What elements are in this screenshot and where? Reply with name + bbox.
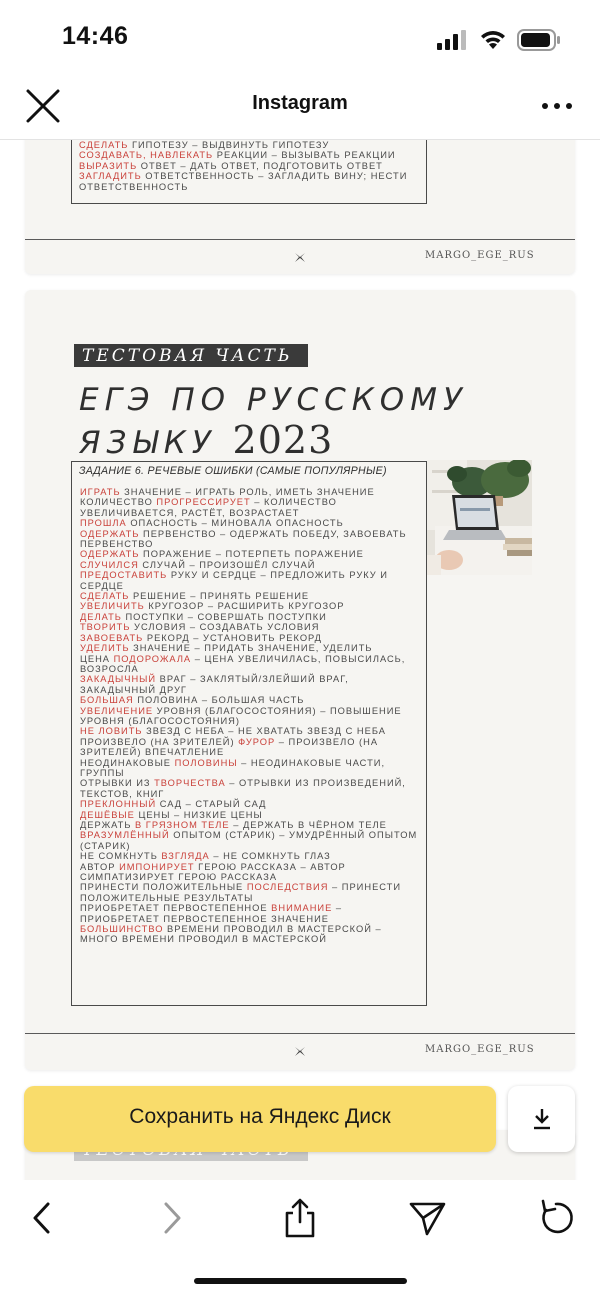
text-line <box>80 487 420 497</box>
line-text: РЕКОРД – УСТАНОВИТЬ РЕКОРД <box>143 632 322 643</box>
home-indicator <box>194 1278 407 1284</box>
text-line <box>79 161 419 171</box>
highlighted-word: ВРАЗУМЛЁННЫЙ <box>80 830 170 841</box>
wifi-icon <box>478 27 508 51</box>
star-icon <box>294 251 306 263</box>
line-text: – НЕ СОМКНУТЬ ГЛАЗ <box>209 851 331 862</box>
line-text: ЗВЕЗД С НЕБА – НЕ ХВАТАТЬ ЗВЕЗД С НЕБА <box>142 726 386 737</box>
line-text: УРОВНЯ (БЛАГОСОСТОЯНИЯ) – ПОВЫШЕНИЕ УРОВНЯ (БЛАГОСОСТОЯНИЯ) <box>80 705 402 726</box>
highlighted-word: ПОСЛЕДСТВИЯ <box>246 882 329 893</box>
post-title-line2 <box>79 418 333 462</box>
text-line <box>80 695 420 705</box>
highlighted-word: ЗАГЛАДИТЬ <box>79 171 142 182</box>
line-text: НЕ СОМКНУТЬ <box>80 851 162 862</box>
content-area[interactable] <box>0 140 600 1180</box>
highlighted-word: НЕ ЛОВИТЬ <box>80 726 143 737</box>
browser-toolbar <box>0 1180 600 1297</box>
text-line <box>80 518 420 528</box>
text-line <box>80 633 420 643</box>
highlighted-word: ПОДОРОЖАЛА <box>113 653 192 664</box>
line-text: КОЛИЧЕСТВО <box>80 497 157 508</box>
line-text: ГЕРОЮ РАССКАЗА – АВТОР СИМПАТИЗИРУЕТ ГЕРОЮ РАССКАЗА <box>80 861 346 883</box>
line-text: АВТОР <box>80 861 120 872</box>
highlighted-word: ПРЕДОСТАВИТЬ <box>80 570 168 581</box>
download-button[interactable] <box>508 1086 575 1152</box>
text-line <box>80 591 420 601</box>
text-line <box>80 643 420 653</box>
line-text: ВРАГ – ЗАКЛЯТЫЙ/ЗЛЕЙШИЙ ВРАГ, ЗАКАДЫЧНЫЙ ДРУГ <box>80 674 349 695</box>
text-line <box>80 706 420 727</box>
section-label <box>74 344 308 367</box>
highlighted-word: ТВОРИТЬ <box>80 622 131 633</box>
text-line <box>80 622 420 632</box>
line-text: – КОЛИЧЕСТВО УВЕЛИЧИВАЕТСЯ, РАСТЁТ, ВОЗРАСТАЕТ <box>80 497 337 518</box>
line-text: ПОСТУПКИ – СОВЕРШАТЬ ПОСТУПКИ <box>121 611 327 622</box>
highlighted-word: СЛУЧИЛСЯ <box>80 559 139 570</box>
line-text: – ПРИОБРЕТАЕТ ПЕРВОСТЕПЕННОЕ ЗНАЧЕНИЕ <box>80 903 343 924</box>
line-text: ОТВЕТ – ДАТЬ ОТВЕТ, ПОДГОТОВИТЬ ОТВЕТ <box>137 160 383 171</box>
text-line <box>80 570 420 591</box>
post-title-line2-text: ЯЗЫКУ <box>79 425 217 461</box>
line-text: ВРЕМЕНИ ПРОВОДИЛ В МАСТЕРСКОЙ – МНОГО ВРЕМЕНИ ПРОВОДИЛ В МАСТЕРСКОЙ <box>80 924 382 945</box>
text-line <box>80 778 420 799</box>
line-text: ПОЛОВИНА – БОЛЬШАЯ ЧАСТЬ <box>133 695 305 706</box>
text-line <box>80 549 420 559</box>
post-text-lines <box>79 140 419 192</box>
page-title: Instagram <box>252 92 348 114</box>
laptop-plants-photo <box>427 460 532 575</box>
highlighted-word: СОЗДАВАТЬ, НАВЛЕКАТЬ <box>79 150 214 161</box>
highlighted-word: ТВОРЧЕСТВА <box>154 778 226 789</box>
share-icon[interactable] <box>278 1196 322 1240</box>
text-line <box>80 903 420 924</box>
cellular-signal-icon <box>437 30 467 50</box>
text-line <box>80 654 420 675</box>
text-line <box>80 830 420 851</box>
text-line <box>79 140 419 150</box>
battery-icon <box>517 29 561 51</box>
highlighted-word: ПРОШЛА <box>80 518 127 529</box>
post-title-line1: ЕГЭ ПО РУССКОМУ <box>79 382 468 418</box>
post-card-previous <box>25 140 575 274</box>
line-text: ОПЫТОМ (СТАРИК) – УМУДРЁННЫЙ ОПЫТОМ (СТАРИК) <box>80 830 418 851</box>
line-text: ЦЕНЫ – НИЗКИЕ ЦЕНЫ <box>134 809 263 820</box>
line-text: РЕШЕНИЕ – ПРИНЯТЬ РЕШЕНИЕ <box>129 591 310 602</box>
text-line <box>80 810 420 820</box>
text-line <box>80 799 420 809</box>
line-text: ГИПОТЕЗУ – ВЫДВИНУТЬ ГИПОТЕЗУ <box>128 140 330 150</box>
highlighted-word: ИГРАТЬ <box>80 487 121 497</box>
star-icon <box>294 1045 306 1057</box>
line-text: – ПРИНЕСТИ ПОЛОЖИТЕЛЬНЫЕ РЕЗУЛЬТАТЫ <box>80 882 402 903</box>
footer-divider <box>25 1033 575 1034</box>
highlighted-word: ПОЛОВИНЫ <box>174 757 238 768</box>
highlighted-word: БОЛЬШИНСТВО <box>80 924 164 935</box>
highlighted-word: ЗАВОЕВАТЬ <box>80 632 144 643</box>
line-text: – ПРОИЗВЕЛО (НА ЗРИТЕЛЕЙ) ВПЕЧАТЛЕНИЕ <box>80 736 379 758</box>
text-line <box>79 171 419 192</box>
line-text: ПРОИЗВЕЛО (НА ЗРИТЕЛЕЙ) <box>80 736 239 747</box>
line-text: – ЦЕНА УВЕЛИЧИЛАСЬ, ПОВЫСИЛАСЬ, ВОЗРОСЛА <box>80 653 406 674</box>
highlighted-word: В ГРЯЗНОМ ТЕЛЕ <box>135 820 230 830</box>
author-handle: MARGO_EGE_RUS <box>425 1044 535 1055</box>
highlighted-word: ВЫРАЗИТЬ <box>79 160 138 171</box>
highlighted-word: УВЕЛИЧЕНИЕ <box>80 705 154 716</box>
line-text: – ДЕРЖАТЬ В ЧЁРНОМ ТЕЛЕ <box>229 820 387 830</box>
post-text-lines <box>80 487 420 945</box>
reload-icon[interactable] <box>534 1196 578 1240</box>
text-line <box>80 529 420 550</box>
text-line <box>80 820 420 830</box>
text-line <box>80 612 420 622</box>
line-text: САД – СТАРЫЙ САД <box>156 799 267 810</box>
line-text: ЗНАЧЕНИЕ – ПРИДАТЬ ЗНАЧЕНИЕ, УДЕЛИТЬ <box>129 643 373 654</box>
line-text: ЗНАЧЕНИЕ – ИГРАТЬ РОЛЬ, ИМЕТЬ ЗНАЧЕНИЕ <box>120 487 375 497</box>
text-line <box>80 862 420 883</box>
highlighted-word: СДЕЛАТЬ <box>80 591 130 602</box>
line-text: ОТВЕТСТВЕННОСТЬ – ЗАГЛАДИТЬ ВИНУ; НЕСТИ ОТВЕТСТВЕННОСТЬ <box>79 171 408 192</box>
line-text: ПОРАЖЕНИЕ – ПОТЕРПЕТЬ ПОРАЖЕНИЕ <box>139 549 364 560</box>
footer-divider <box>25 239 575 240</box>
download-icon <box>532 1108 552 1130</box>
line-text: ОТРЫВКИ ИЗ <box>80 778 155 789</box>
highlighted-word: ФУРОР <box>238 736 276 747</box>
highlighted-word: УВЕЛИЧИТЬ <box>80 601 145 612</box>
status-bar <box>0 0 600 80</box>
line-text: ДЕРЖАТЬ <box>80 820 136 830</box>
highlighted-word: ОДЕРЖАТЬ <box>80 549 140 560</box>
text-line <box>80 601 420 611</box>
highlighted-word: ПРЕКЛОННЫЙ <box>80 799 157 810</box>
chevron-left-icon[interactable] <box>21 1196 65 1240</box>
line-text: КРУГОЗОР – РАСШИРИТЬ КРУГОЗОР <box>144 601 345 612</box>
highlighted-word: ОДЕРЖАТЬ <box>80 528 140 539</box>
more-icon[interactable] <box>540 96 574 116</box>
line-text: РЕАКЦИИ – ВЫЗЫВАТЬ РЕАКЦИИ <box>213 150 396 161</box>
highlighted-word: ЗАКАДЫЧНЫЙ <box>80 674 157 685</box>
text-line <box>80 726 420 736</box>
highlighted-word: ДЕШЁВЫЕ <box>80 809 135 820</box>
highlighted-word: УДЕЛИТЬ <box>80 643 130 654</box>
line-text: ОПАСНОСТЬ – МИНОВАЛА ОПАСНОСТЬ <box>126 518 344 529</box>
save-to-yandex-disk-button[interactable] <box>24 1086 496 1152</box>
text-line <box>80 674 420 695</box>
status-time: 14:46 <box>62 22 129 50</box>
highlighted-word: ПРОГРЕССИРУЕТ <box>156 497 251 508</box>
task-heading: ЗАДАНИЕ 6. РЕЧЕВЫЕ ОШИБКИ (САМЫЕ ПОПУЛЯРНЫЕ) <box>79 465 387 477</box>
line-text: – ОТРЫВКИ ИЗ ПРОИЗВЕДЕНИЙ, ТЕКСТОВ, КНИГ <box>80 778 406 799</box>
author-handle: MARGO_EGE_RUS <box>425 250 535 261</box>
post-title-year: 2023 <box>232 418 334 462</box>
line-text: ПЕРВЕНСТВО – ОДЕРЖАТЬ ПОБЕДУ, ЗАВОЕВАТЬ ПЕРВЕНСТВО <box>80 528 407 550</box>
highlighted-word: СДЕЛАТЬ <box>79 140 129 150</box>
post-card <box>25 290 575 1070</box>
highlighted-word: БОЛЬШАЯ <box>80 695 134 706</box>
text-line <box>80 497 420 518</box>
text-line <box>80 924 420 945</box>
line-text: ПРИОБРЕТАЕТ ПЕРВОСТЕПЕННОЕ <box>80 903 272 914</box>
text-line <box>80 560 420 570</box>
text-line <box>80 851 420 861</box>
text-line <box>80 882 420 903</box>
send-icon[interactable] <box>405 1196 449 1240</box>
text-line <box>80 737 420 758</box>
highlighted-word: ИМПОНИРУЕТ <box>119 861 195 872</box>
line-text: УСЛОВИЯ – СОЗДАВАТЬ УСЛОВИЯ <box>130 622 320 633</box>
highlighted-word: ВЗГЛЯДА <box>161 851 210 862</box>
line-text: РУКУ И СЕРДЦЕ – ПРЕДЛОЖИТЬ РУКУ И СЕРДЦЕ <box>80 570 388 591</box>
line-text: НЕОДИНАКОВЫЕ <box>80 757 175 768</box>
text-line <box>79 150 419 160</box>
line-text: СЛУЧАЙ – ПРОИЗОШЁЛ СЛУЧАЙ <box>138 559 316 570</box>
line-text: – НЕОДИНАКОВЫЕ ЧАСТИ, ГРУППЫ <box>80 757 386 778</box>
highlighted-word: ДЕЛАТЬ <box>80 611 122 622</box>
text-line <box>80 758 420 779</box>
line-text: ЦЕНА <box>80 653 114 664</box>
nav-header <box>0 80 600 140</box>
chevron-right-icon[interactable] <box>150 1196 194 1240</box>
section-label-text: ТЕСТОВАЯ ЧАСТЬ <box>82 346 293 366</box>
line-text: ПРИНЕСТИ ПОЛОЖИТЕЛЬНЫЕ <box>80 882 247 893</box>
highlighted-word: ВНИМАНИЕ <box>271 903 333 914</box>
save-button-label: Сохранить на Яндекс Диск <box>129 1105 391 1128</box>
